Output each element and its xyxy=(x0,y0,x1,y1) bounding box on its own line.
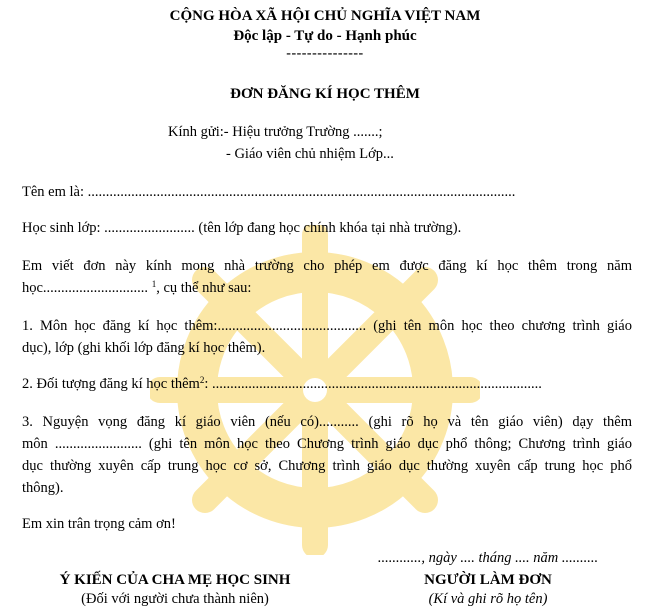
request-line-2: học............................. $^1$, cụ thể như sau: xyxy=(22,279,252,296)
item-3-line-1: 3. Nguyện vọng đăng kí giáo viên (nếu có)........... (ghi rõ họ và tên giáo viên) dạy thêm xyxy=(22,414,632,430)
applicant-note: (Kí và ghi rõ họ tên) xyxy=(428,591,548,607)
student-name-field: Tên em là: ...................................................................................................................... xyxy=(22,184,516,200)
item-3-line-3: dục thường xuyên cấp trung học cơ sở, Chương trình giáo dục thường xuyên cấp trung học phổ xyxy=(22,458,632,474)
item-1-line-1: 1. Môn học đăng kí học thêm:......................................... (ghi tên môn học theo chương trình giáo xyxy=(22,318,632,334)
header-separator: --------------- xyxy=(286,46,364,61)
applicant-title: NGƯỜI LÀM ĐƠN xyxy=(424,572,552,588)
nation-heading: CỘNG HÒA XÃ HỘI CHỦ NGHĨA VIỆT NAM xyxy=(169,8,481,24)
date-line: ............, ngày .... tháng .... năm .......... xyxy=(377,550,599,566)
item-3-line-2: môn ........................ (ghi tên môn học theo Chương trình giáo dục phổ thông; Chương trình giáo xyxy=(22,436,632,452)
item-2-line: 2. Đối tượng đăng kí học thêm$^2$: ........................................................................................... xyxy=(22,375,542,392)
item-1-line-2: dục), lớp (ghi khối lớp đăng kí học thêm). xyxy=(22,340,266,356)
student-class-field: Học sinh lớp: ......................... (tên lớp đang học chính khóa tại nhà trường). xyxy=(22,220,462,236)
motto-heading: Độc lập - Tự do - Hạnh phúc xyxy=(233,28,417,44)
parent-opinion-note: (Đối với người chưa thành niên) xyxy=(81,591,269,607)
closing-line: Em xin trân trọng cảm ơn! xyxy=(22,516,176,532)
footnote-1: 1 xyxy=(151,279,157,289)
request-line-1: Em viết đơn này kính mong nhà trường cho phép em được đăng kí học thêm trong năm xyxy=(22,258,632,274)
footnote-2: 2 xyxy=(199,375,205,385)
document-title: ĐƠN ĐĂNG KÍ HỌC THÊM xyxy=(230,86,420,102)
recipient-line-1: Kính gửi:- Hiệu trưởng Trường .......; xyxy=(168,124,383,140)
parent-opinion-title: Ý KIẾN CỦA CHA MẸ HỌC SINH xyxy=(59,572,291,588)
item-3-line-4: thông). xyxy=(22,480,64,496)
recipient-line-2: - Giáo viên chủ nhiệm Lớp... xyxy=(226,146,394,162)
